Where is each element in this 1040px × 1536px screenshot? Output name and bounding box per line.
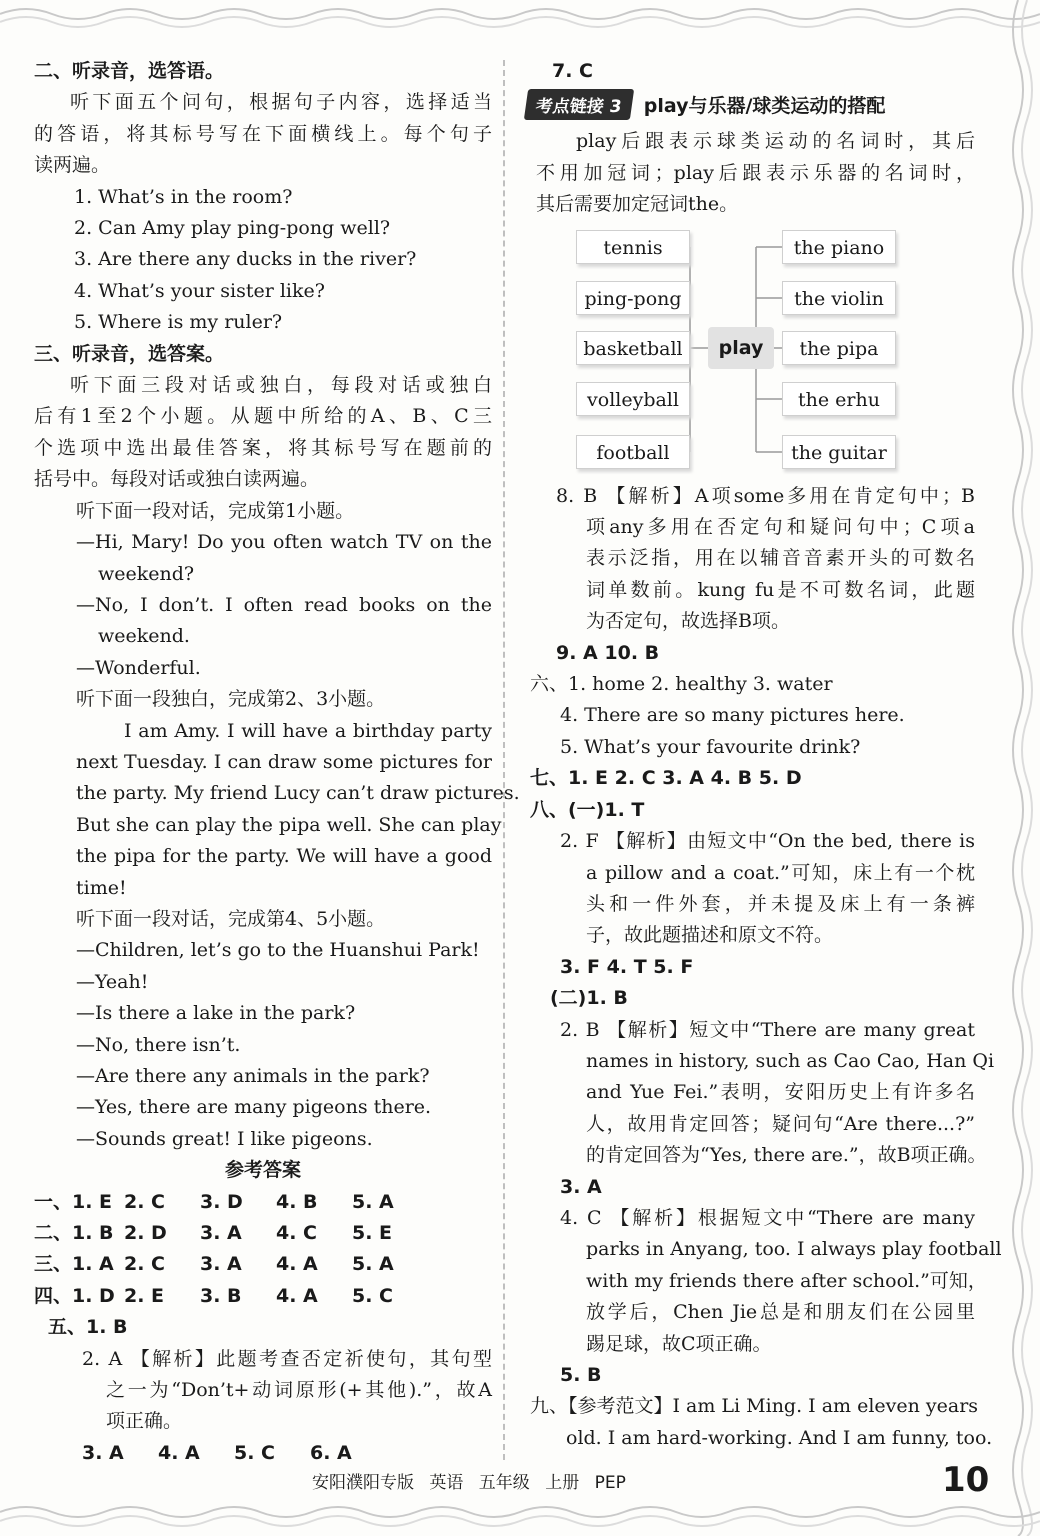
dialog-line: weekend. bbox=[98, 625, 190, 648]
section-2-intro-line: 听下面五个问句，根据句子内容，选择适当 bbox=[70, 91, 492, 114]
answer-cell: 2. D bbox=[124, 1222, 167, 1245]
answer-cell: 4. A bbox=[276, 1253, 318, 1276]
section-3-intro-line: 听下面三段对话或独白，每段对话或独白 bbox=[70, 374, 492, 397]
answer-cell: 二、1. B bbox=[34, 1222, 114, 1245]
answer-cell: 2. C bbox=[124, 1190, 165, 1213]
section-8-part-1-answer-1: 八、(一)1. T bbox=[530, 798, 645, 821]
diagram-right-box: the piano bbox=[782, 230, 896, 264]
answer-cell: 4. A bbox=[158, 1441, 200, 1464]
section-2-title: 二、听录音，选答语。 bbox=[34, 60, 225, 82]
diagram-right-box: the erhu bbox=[782, 382, 896, 416]
answer-row bbox=[34, 1281, 492, 1312]
left-column bbox=[34, 56, 520, 1469]
monologue-line: I am Amy. I will have a birthday party bbox=[124, 719, 492, 742]
answer-cell: 5. A bbox=[352, 1253, 394, 1276]
knowledge-link-text: play后跟表示球类运动的名词时，其后 bbox=[576, 130, 975, 153]
knowledge-link-header bbox=[526, 89, 975, 120]
dialog-line: —Children, let’s go to the Huanshui Park! bbox=[76, 939, 480, 962]
answer-cell: 3. B bbox=[200, 1284, 242, 1307]
analysis-line: 词单数前。kung fu是不可数名词，此题 bbox=[586, 578, 975, 601]
analysis-line: 子，故此题描述和原文不符。 bbox=[586, 924, 834, 947]
analysis-line: and Yue Fei.”表明，安阳历史上有许多名 bbox=[586, 1081, 975, 1104]
answer-row bbox=[34, 1218, 492, 1249]
analysis-line: 人，故用肯定回答；疑问句“Are there...?” bbox=[586, 1112, 975, 1135]
analysis-line: with my friends there after school.”可知， bbox=[586, 1269, 987, 1292]
monologue-line: the pipa for the party. We will have a good bbox=[76, 845, 492, 868]
footer-edition-info: 安阳濮阳专版 英语 五年级 上册 PEP bbox=[312, 1473, 626, 1493]
decorative-wave-border-bottom bbox=[0, 1496, 1040, 1536]
decorative-wave-border-right bbox=[1000, 0, 1040, 1536]
analysis-line: 放学后，Chen Jie总是和朋友们在公园里 bbox=[586, 1301, 975, 1324]
diagram-left-box: basketball bbox=[576, 331, 690, 365]
dialog-line: —No, there isn’t. bbox=[76, 1033, 241, 1056]
answer-7: 7. C bbox=[552, 60, 593, 82]
answer-cell: 4. B bbox=[276, 1190, 318, 1213]
knowledge-link-title: play与乐器/球类运动的搭配 bbox=[643, 95, 886, 118]
question-item: 2. Can Amy play ping-pong well? bbox=[74, 217, 391, 240]
knowledge-link-badge: 考点链接 3 bbox=[524, 89, 634, 120]
section-6-line: 4. There are so many pictures here. bbox=[560, 704, 905, 727]
answer-cell: 3. A bbox=[200, 1222, 242, 1245]
analysis-line: names in history, such as Cao Cao, Han Qi bbox=[586, 1049, 995, 1072]
dialog-line: —Sounds great! I like pigeons. bbox=[76, 1127, 373, 1150]
analysis-line: 头和一件外套，并未提及床上有一条裤 bbox=[586, 892, 975, 915]
page-number: 10 bbox=[942, 1460, 990, 1500]
dialog-line: —Wonderful. bbox=[76, 656, 201, 679]
dialog-line: —Are there any animals in the park? bbox=[76, 1065, 430, 1087]
answer-row bbox=[34, 1187, 492, 1218]
dialog-line: —No, I don’t. I often read books on the bbox=[76, 593, 492, 616]
dialog-1-intro: 听下面一段对话，完成第1小题。 bbox=[76, 499, 355, 522]
analysis-line: 项正确。 bbox=[106, 1410, 183, 1433]
monologue-line: But she can play the pipa well. She can play bbox=[76, 813, 502, 836]
dialog-2-intro: 听下面一段对话，完成第4、5小题。 bbox=[76, 907, 386, 930]
answer-cell: 2. C bbox=[124, 1253, 165, 1276]
decorative-wave-border-top bbox=[0, 0, 1040, 40]
answer-cell: 4. A bbox=[276, 1284, 318, 1307]
answer-row bbox=[34, 1249, 492, 1280]
section-8-answers: 3. F 4. T 5. F bbox=[560, 955, 694, 978]
column-divider bbox=[503, 60, 505, 1460]
dialog-line: —Hi, Mary! Do you often watch TV on the bbox=[76, 531, 492, 554]
answer-cell: 5. C bbox=[352, 1284, 393, 1307]
page-footer bbox=[0, 1460, 1040, 1500]
analysis-line: a pillow and a coat.”可知，床上有一个枕 bbox=[586, 861, 975, 884]
analysis-line: 为否定句，故选择B项。 bbox=[586, 610, 790, 633]
analysis-line: 项any多用在否定句和疑问句中；C项a bbox=[586, 516, 975, 539]
answer-9-10: 9. A 10. B bbox=[556, 641, 660, 664]
monologue-line: next Tuesday. I can draw some pictures for bbox=[76, 750, 492, 773]
section-7-answers: 七、1. E 2. C 3. A 4. B 5. D bbox=[530, 767, 802, 790]
diagram-left-box: ping-pong bbox=[576, 281, 690, 315]
analysis-line: parks in Anyang, too. I always play football bbox=[586, 1238, 1002, 1261]
analysis-line: 表示泛指，用在以辅音音素开头的可数名 bbox=[586, 547, 975, 570]
answer-cell: 3. A bbox=[82, 1441, 124, 1464]
knowledge-link-text: 其后需要加定冠词the。 bbox=[536, 193, 739, 216]
dialog-line: —Yeah! bbox=[76, 970, 149, 993]
diagram-center-play: play bbox=[708, 327, 774, 369]
section-2-intro-line: 的答语，将其标号写在下面横线上。每个句子 bbox=[34, 122, 492, 145]
section-6-line: 5. What’s your favourite drink? bbox=[560, 735, 861, 758]
answer-cell: 三、1. A bbox=[34, 1253, 114, 1276]
answer-cell: 四、1. D bbox=[34, 1284, 115, 1307]
answer-cell: 5. A bbox=[352, 1190, 394, 1213]
dialog-line: weekend? bbox=[98, 562, 195, 585]
analysis-line: 2. B 【解析】短文中“There are many great bbox=[560, 1018, 975, 1041]
section-3-intro-line: 括号中。每段对话或独白读两遍。 bbox=[34, 468, 320, 491]
diagram-left-box: tennis bbox=[576, 230, 690, 264]
monologue-intro: 听下面一段独白，完成第2、3小题。 bbox=[76, 688, 386, 711]
sample-essay-line: 九、【参考范文】I am Li Ming. I am eleven years bbox=[530, 1395, 979, 1418]
answers-title: 参考答案 bbox=[224, 1159, 301, 1182]
analysis-line: 的肯定回答为“Yes, there are.”，故B项正确。 bbox=[586, 1144, 987, 1167]
answer-cell: 5. E bbox=[352, 1222, 393, 1245]
diagram-right-box: the pipa bbox=[782, 331, 896, 365]
question-item: 4. What’s your sister like? bbox=[74, 279, 325, 302]
diagram-left-box: volleyball bbox=[576, 382, 690, 416]
analysis-line: 4. C 【解析】根据短文中“There are many bbox=[560, 1206, 975, 1229]
answer-cell: 6. A bbox=[310, 1441, 352, 1464]
analysis-line: 踢足球，故C项正确。 bbox=[586, 1332, 772, 1355]
analysis-line: 2. A 【解析】此题考查否定祈使句，其句型 bbox=[82, 1347, 492, 1370]
play-collocation-diagram bbox=[530, 227, 975, 477]
section-2-intro-line: 读两遍。 bbox=[34, 154, 111, 177]
answer-5-1: 五、1. B bbox=[48, 1316, 128, 1339]
section-3-title: 三、听录音，选答案。 bbox=[34, 342, 225, 365]
analysis-line: 2. F 【解析】由短文中“On the bed, there is bbox=[560, 830, 975, 853]
section-6-line: 六、1. home 2. healthy 3. water bbox=[530, 673, 833, 696]
diagram-left-box: football bbox=[576, 435, 690, 469]
right-column bbox=[530, 56, 1002, 1454]
sample-essay-line: old. I am hard-working. And I am funny, too. bbox=[566, 1426, 993, 1449]
dialog-line: —Yes, there are many pigeons there. bbox=[76, 1096, 432, 1119]
answer-cell: 3. D bbox=[200, 1190, 243, 1213]
monologue-line: the party. My friend Lucy can’t draw pictures. bbox=[76, 782, 520, 805]
answer-cell: 5. C bbox=[234, 1441, 275, 1464]
analysis-line: 之一为“Don’t+动词原形(+其他).”，故A bbox=[106, 1379, 492, 1402]
dialog-line: —Is there a lake in the park? bbox=[76, 1002, 356, 1025]
answer-cell: 3. A bbox=[200, 1253, 242, 1276]
question-item: 3. Are there any ducks in the river? bbox=[74, 248, 417, 271]
question-item: 1. What’s in the room? bbox=[74, 185, 293, 208]
section-3-intro-line: 个选项中选出最佳答案，将其标号写在题前的 bbox=[34, 436, 492, 459]
section-3-intro-line: 后有1至2个小题。从题中所给的A、B、C三 bbox=[34, 405, 492, 428]
section-8-part-2-answer-3: 3. A bbox=[560, 1175, 602, 1198]
section-8-part-2-answer-1: (二)1. B bbox=[550, 987, 628, 1010]
question-item: 5. Where is my ruler? bbox=[74, 311, 283, 334]
knowledge-link-text: 不用加冠词；play后跟表示乐器的名词时， bbox=[536, 161, 975, 184]
diagram-right-box: the guitar bbox=[782, 435, 896, 469]
monologue-line: time! bbox=[76, 876, 127, 899]
diagram-right-box: the violin bbox=[782, 281, 896, 315]
answer-cell: 4. C bbox=[276, 1222, 317, 1245]
analysis-line: 8. B 【解析】A项some多用在肯定句中；B bbox=[556, 484, 975, 507]
answer-cell: 2. E bbox=[124, 1284, 165, 1307]
answer-cell: 一、1. E bbox=[34, 1190, 113, 1213]
section-8-part-2-answer-5: 5. B bbox=[560, 1364, 602, 1386]
